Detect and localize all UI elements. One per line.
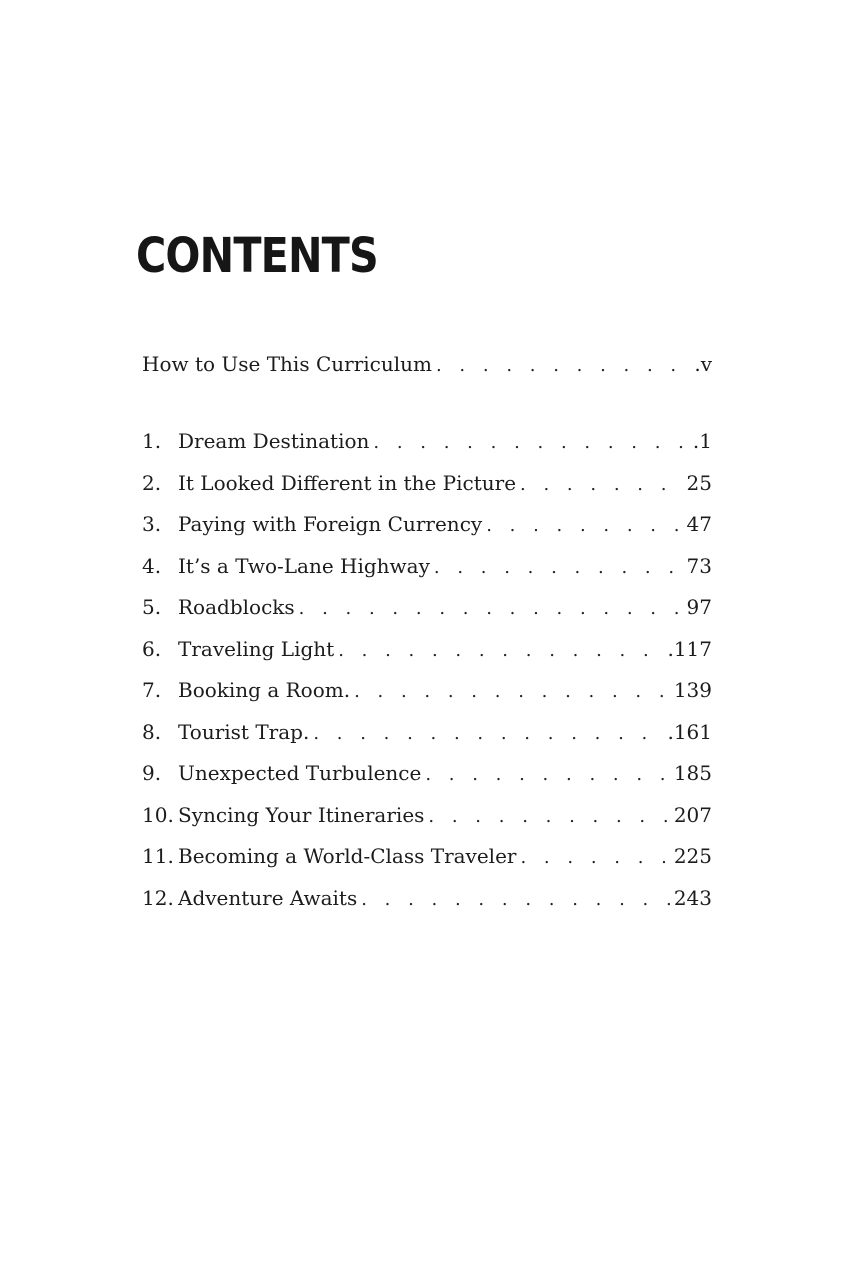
chapter-page: 97 — [686, 595, 712, 619]
toc-entry-chapter-3[interactable] — [142, 512, 712, 554]
chapter-number: 7. — [142, 678, 162, 702]
chapter-title: Roadblocks — [178, 595, 295, 619]
toc-entry-chapter-9[interactable] — [142, 761, 712, 803]
chapter-number: 12. — [142, 885, 174, 910]
toc-entry-chapter-1[interactable] — [142, 429, 712, 471]
chapter-number: 3. — [142, 512, 162, 536]
dot-leader — [373, 432, 689, 453]
chapter-number: 9. — [142, 761, 162, 785]
toc-entry-title: How to Use This Curriculum — [142, 352, 432, 376]
chapter-number: 6. — [142, 636, 162, 661]
toc-entry-chapter-12[interactable] — [142, 886, 712, 928]
dot-leader — [338, 640, 663, 661]
chapter-title: Traveling Light — [178, 636, 335, 661]
chapter-number: 2. — [142, 470, 162, 495]
chapter-number: 5. — [142, 595, 162, 619]
toc-entry-intro[interactable] — [142, 352, 712, 394]
chapter-page: 47 — [686, 512, 712, 536]
dot-leader — [428, 806, 669, 827]
chapter-page: 243 — [673, 885, 712, 910]
chapter-page: 25 — [686, 470, 712, 495]
chapter-number: 4. — [142, 553, 162, 578]
dot-leader — [486, 515, 682, 536]
toc-entry-chapter-10[interactable] — [142, 803, 712, 845]
toc-entry-chapter-4[interactable] — [142, 554, 712, 596]
chapter-page: .1 — [692, 429, 712, 453]
dot-leader — [520, 474, 683, 495]
chapter-title: Booking a Room. — [178, 678, 351, 702]
chapter-number: 10. — [142, 802, 174, 827]
chapter-number: 8. — [142, 719, 162, 744]
chapter-title: Dream Destination — [178, 429, 370, 453]
chapter-number: 1. — [142, 429, 162, 453]
dot-leader — [313, 723, 663, 744]
chapter-page: 139 — [673, 678, 712, 702]
chapter-page: 73 — [686, 553, 712, 578]
chapter-page: 207 — [673, 802, 712, 827]
chapter-title: Unexpected Turbulence — [178, 761, 422, 785]
toc-entry-chapter-6[interactable] — [142, 637, 712, 679]
chapter-page: 185 — [673, 761, 712, 785]
chapter-title: Becoming a World-Class Traveler — [178, 844, 517, 868]
dot-leader — [299, 598, 683, 619]
chapter-title: Adventure Awaits — [178, 885, 358, 910]
chapter-number: 11. — [142, 844, 174, 868]
dot-leader — [354, 681, 670, 702]
dot-leader — [436, 355, 690, 376]
toc-entry-chapter-5[interactable] — [142, 595, 712, 637]
chapter-title: Syncing Your Itineraries — [178, 802, 425, 827]
chapter-title: Tourist Trap. — [178, 719, 310, 744]
dot-leader — [361, 889, 670, 910]
toc-entry-chapter-11[interactable] — [142, 844, 712, 886]
toc-entry-chapter-2[interactable] — [142, 471, 712, 513]
chapter-title: Paying with Foreign Currency — [178, 512, 483, 536]
dot-leader — [434, 557, 683, 578]
toc-chapter-list — [142, 429, 712, 927]
chapter-title: It Looked Different in the Picture — [178, 470, 517, 495]
chapter-page: 225 — [673, 844, 712, 868]
dot-leader — [520, 847, 669, 868]
chapter-page: .161 — [667, 719, 712, 744]
toc-entry-chapter-8[interactable] — [142, 720, 712, 762]
toc-intro — [142, 352, 712, 394]
toc-entry-page: .v — [694, 352, 712, 376]
chapter-title: It’s a Two-Lane Highway — [178, 553, 430, 578]
chapter-page: .117 — [667, 636, 712, 661]
toc-entry-chapter-7[interactable] — [142, 678, 712, 720]
page-title: CONTENTS — [136, 228, 378, 284]
dot-leader — [425, 764, 669, 785]
